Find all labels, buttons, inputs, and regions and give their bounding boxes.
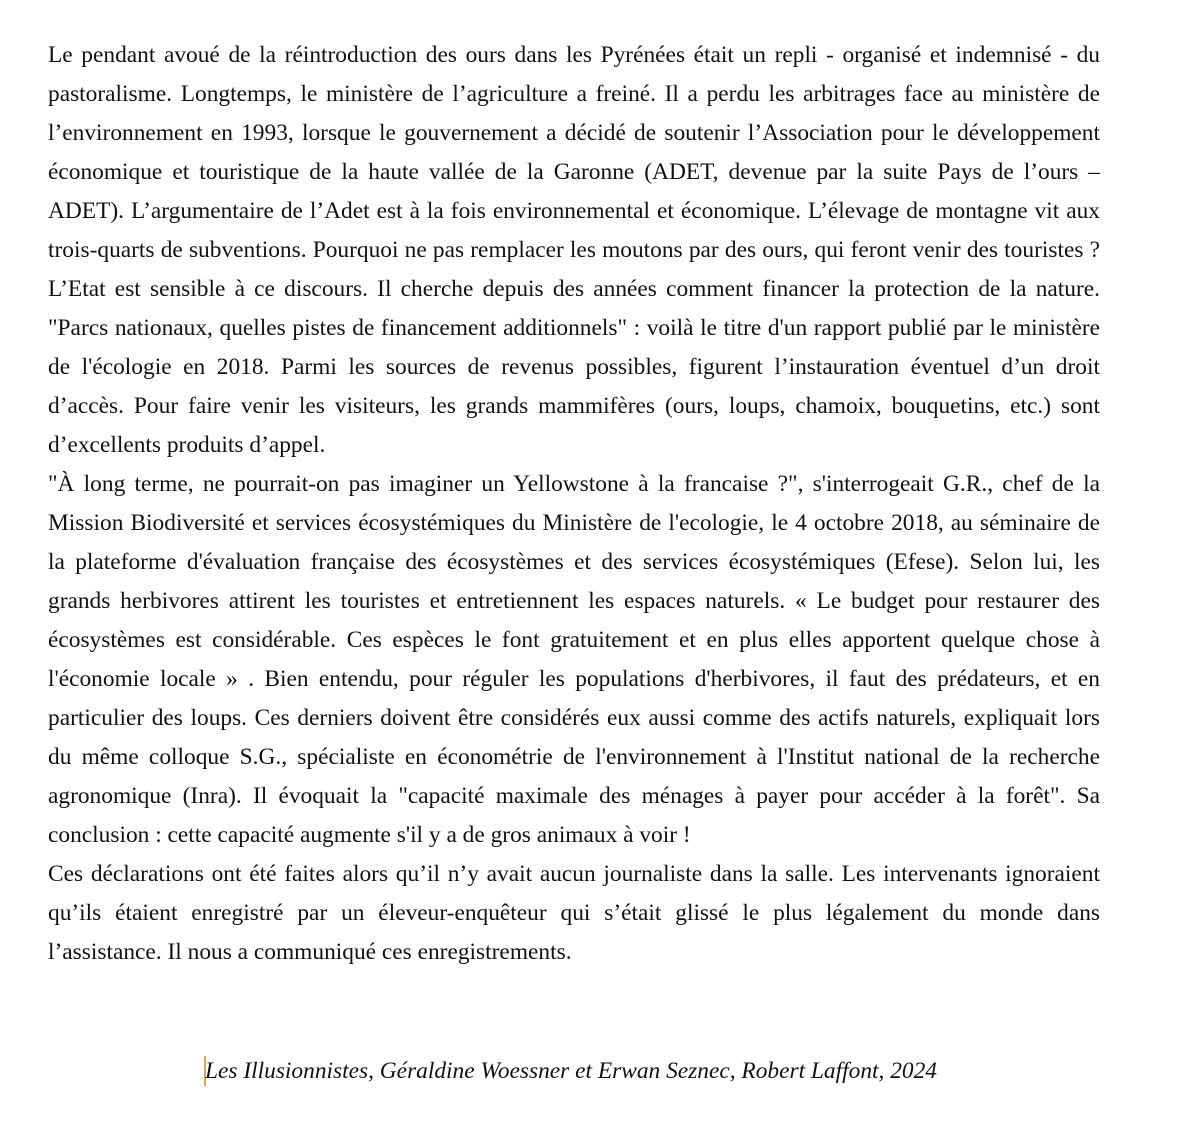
paragraph-3: Ces déclarations ont été faites alors qu’il n’y avait aucun journaliste dans la salle. Les intervenants ignoraient qu’ils étaient enregistré par un éleveur-enquêteur qui s’était glissé le plus légalement du monde dans l’assistance. Il nous a communiqué ces enregistrements. — [48, 861, 1100, 965]
source-citation: Les Illusionnistes, Géraldine Woessner et Erwan Seznec, Robert Laffont, 2024 — [205, 1058, 937, 1084]
paragraph-2: "À long terme, ne pourrait-on pas imaginer un Yellowstone à la francaise ?", s'interrogeait G.R., chef de la Mission Biodiversité et services écosystémiques du Ministère de l'ecologie, le 4 octobre 2018, au séminaire de la plateforme d'évaluation française des écosystèmes et des services écosystémiques (Efese). Selon lui, les grands herbivores attirent les touristes et entretiennent les espaces naturels. « Le budget pour restaurer des écosystèmes est considérable. Ces espèces le font gratuitement et en plus elles apportent quelque chose à l'économie locale » . Bien entendu, pour réguler les populations d'herbivores, il faut des prédateurs, et en particulier des loups. Ces derniers doivent être considérés eux aussi comme des actifs naturels, expliquait lors du même colloque S.G., spécialiste en économétrie de l'environnement à l'Institut national de la recherche agronomique (Inra). Il évoquait la "capacité maximale des ménages à payer pour accéder à la forêt". Sa conclusion : cette capacité augmente s'il y a de gros animaux à voir ! — [48, 471, 1100, 848]
document-body — [48, 36, 1100, 972]
paragraph-1: Le pendant avoué de la réintroduction des ours dans les Pyrénées était un repli - organisé et indemnisé - du pastoralisme. Longtemps, le ministère de l’agriculture a freiné. Il a perdu les arbitrages face au ministère de l’environnement en 1993, lorsque le gouvernement a décidé de soutenir l’Association pour le développement économique et touristique de la haute vallée de la Garonne (ADET, devenue par la suite Pays de l’ours – ADET). L’argumentaire de l’Adet est à la fois environnemental et économique. L’élevage de montagne vit aux trois-quarts de subventions. Pourquoi ne pas remplacer les moutons par des ours, qui feront venir des touristes ? L’Etat est sensible à ce discours. Il cherche depuis des années comment financer la protection de la nature. "Parcs nationaux, quelles pistes de financement additionnels" : voilà le titre d'un rapport publié par le ministère de l'écologie en 2018. Parmi les sources de revenus possibles, figurent l’instauration éventuel d’un droit d’accès. Pour faire venir les visiteurs, les grands mammifères (ours, loups, chamoix, bouquetins, etc.) sont d’excellents produits d’appel. — [48, 42, 1100, 458]
